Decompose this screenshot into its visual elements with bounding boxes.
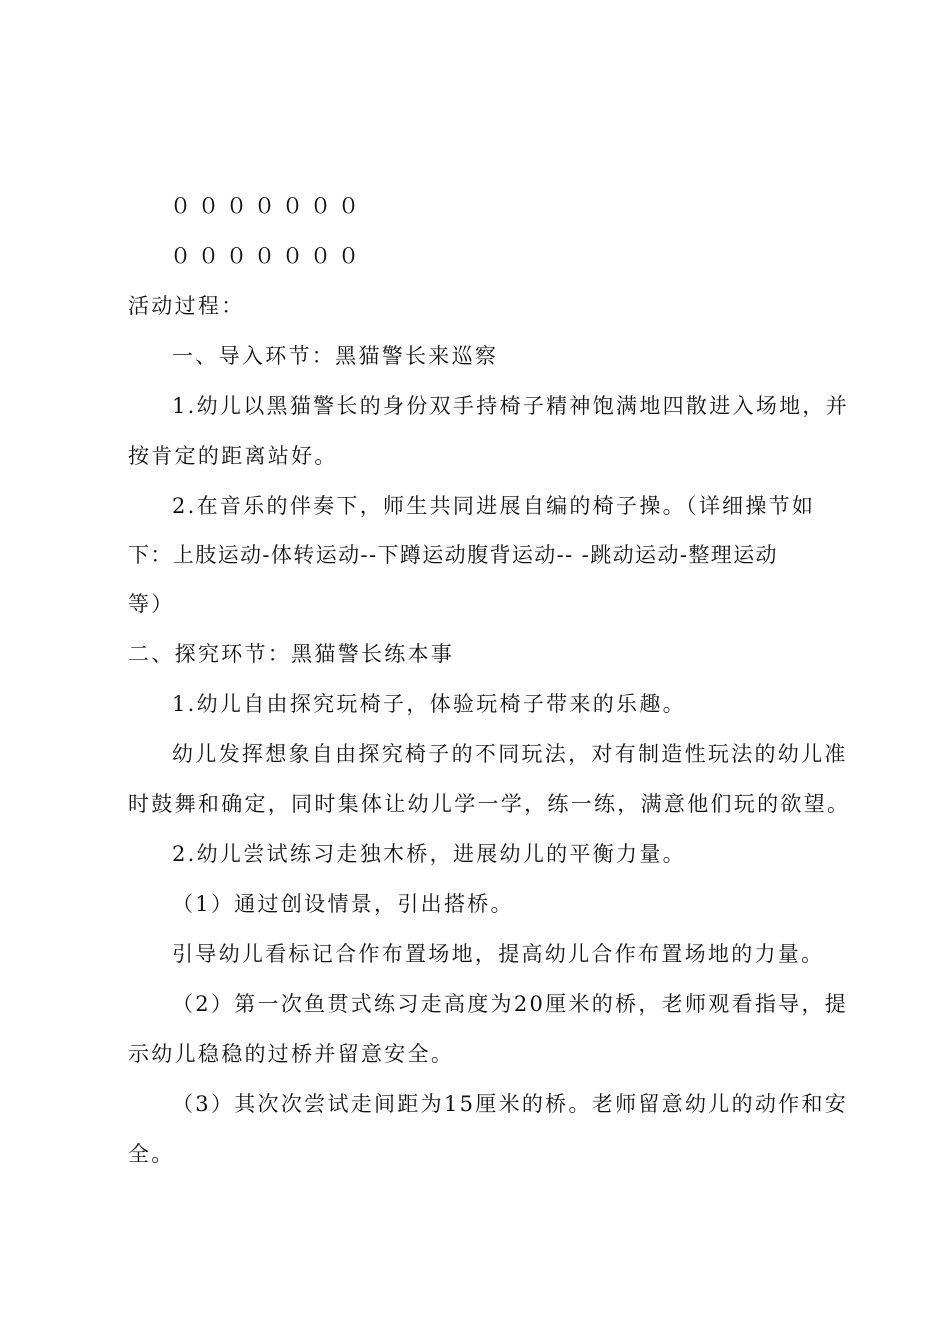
paragraph-line: 下：上肢运动-体转运动--下蹲运动腹背运动-- -跳动运动-整理运动 [128,543,778,567]
paragraph-line: 2.幼儿尝试练习走独木桥，进展幼儿的平衡力量。 [172,842,686,866]
paragraph-line: （3）其次次尝试走间距为15厘米的桥。老师留意幼儿的动作和安 [172,1092,849,1116]
heading-part-two: 二、探究环节：黑猫警长练本事 [128,642,455,666]
paragraph-line: （2）第一次鱼贯式练习走高度为20厘米的桥，老师观看指导，提 [172,992,849,1016]
paragraph-line: 示幼儿稳稳的过桥并留意安全。 [128,1042,455,1066]
paragraph-line: 引导幼儿看标记合作布置场地，提高幼儿合作布置场地的力量。 [172,942,825,966]
paragraph-line: 1.幼儿以黑猫警长的身份双手持椅子精神饱满地四散进入场地，并 [172,394,850,418]
paragraph-line: 全。 [128,1142,175,1166]
placeholder-row-1: ０００００００ [170,194,366,218]
paragraph-line: （1）通过创设情景，引出搭桥。 [172,892,514,916]
paragraph-line: 等） [128,592,175,616]
paragraph-line: 2.在音乐的伴奏下，师生共同进展自编的椅子操。（详细操节如 [172,494,816,518]
paragraph-line: 按肯定的距离站好。 [128,444,338,468]
section-heading-activity-process: 活动过程： [128,294,245,318]
heading-part-one: 一、导入环节：黑猫警长来巡察 [172,344,499,368]
paragraph-line: 1.幼儿自由探究玩椅子，体验玩椅子带来的乐趣。 [172,692,686,716]
placeholder-row-2: ０００００００ [170,244,366,268]
paragraph-line: 幼儿发挥想象自由探究椅子的不同玩法，对有制造性玩法的幼儿准 [172,742,848,766]
paragraph-line: 时鼓舞和确定，同时集体让幼儿学一学，练一练，满意他们玩的欲望。 [128,792,851,816]
